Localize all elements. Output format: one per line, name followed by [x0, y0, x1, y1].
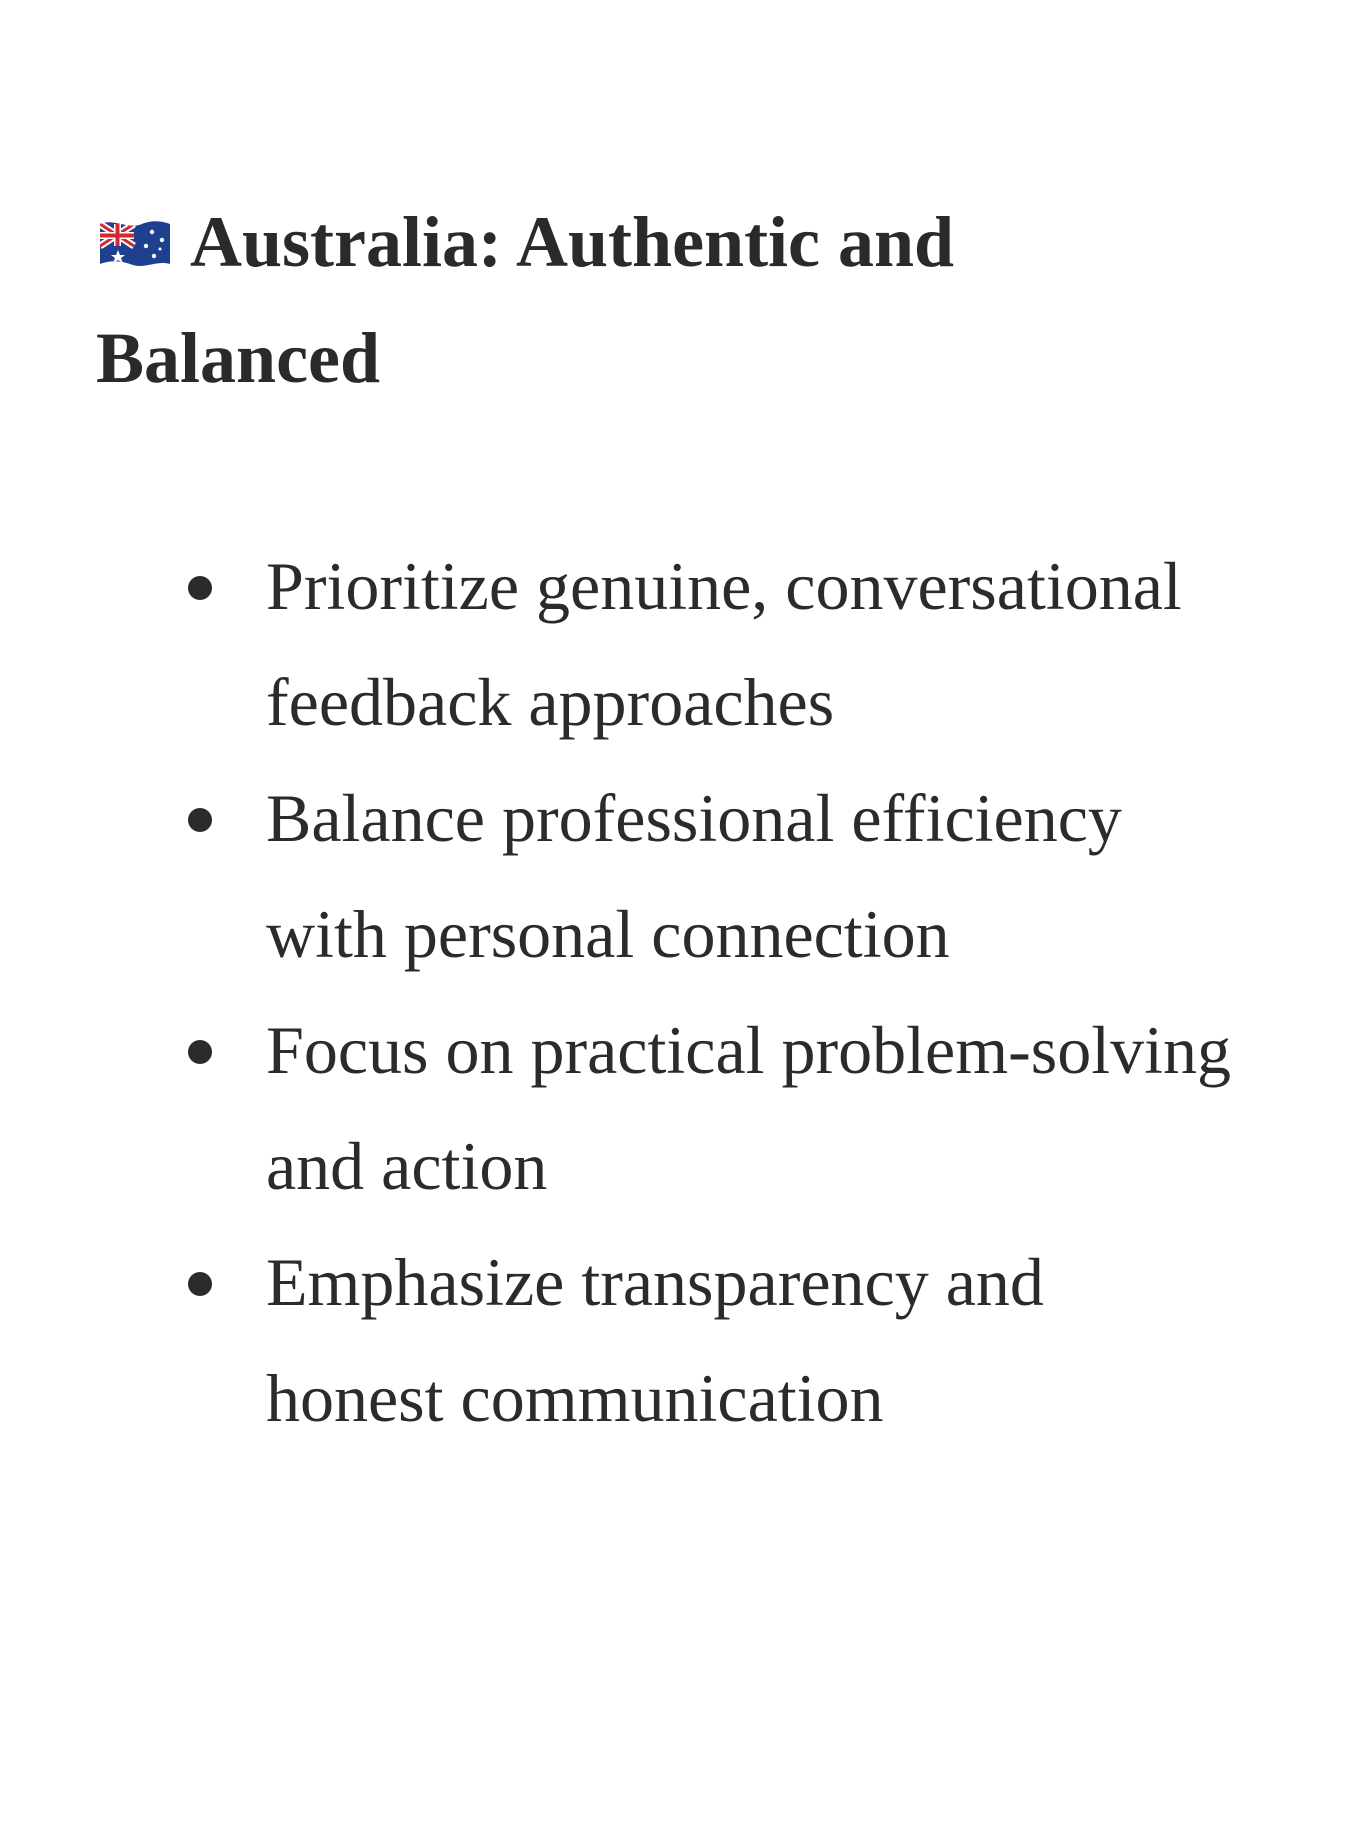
bullet-dot-icon	[188, 808, 212, 832]
bullet-dot-icon	[188, 576, 212, 600]
list-item	[266, 1224, 1235, 1456]
list-item	[266, 760, 1235, 992]
bullet-list	[96, 528, 1235, 1456]
list-item-text: Focus on practical problem-solving and action	[266, 1012, 1232, 1204]
australia-flag-icon	[96, 216, 174, 272]
list-item	[266, 528, 1235, 760]
list-item	[266, 992, 1235, 1224]
section-heading	[96, 184, 1235, 416]
list-item-text: Emphasize transparency and honest communication	[266, 1244, 1044, 1436]
bullet-dot-icon	[188, 1272, 212, 1296]
section-heading-text: Australia: Authentic and Balanced	[96, 202, 955, 398]
list-item-text: Prioritize genuine, conversational feedback approaches	[266, 548, 1182, 740]
list-item-text: Balance professional efficiency with personal connection	[266, 780, 1122, 972]
bullet-dot-icon	[188, 1040, 212, 1064]
